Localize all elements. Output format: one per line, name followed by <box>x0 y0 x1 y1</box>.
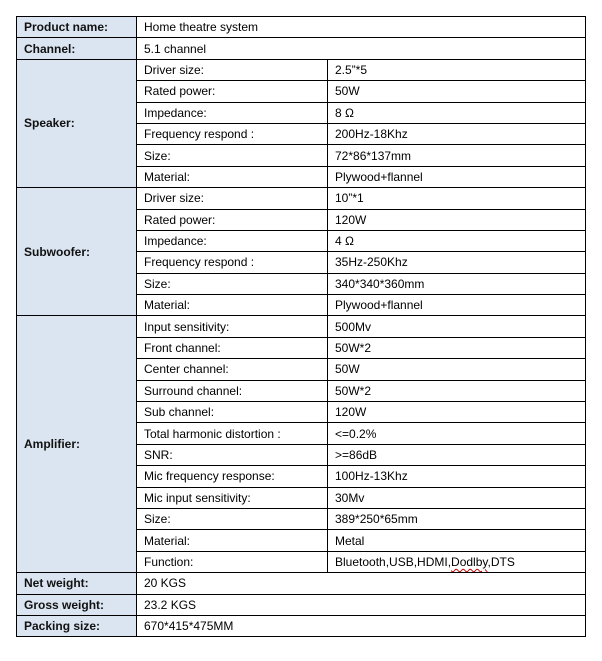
row-packing-size <box>17 615 586 636</box>
amplifier-row <box>17 316 586 337</box>
spec-value: 72*86*137mm <box>328 145 586 166</box>
spec-key: Material: <box>137 166 328 187</box>
spec-key: Material: <box>137 530 328 551</box>
spec-key: Size: <box>137 145 328 166</box>
channel-value: 5.1 channel <box>137 38 586 59</box>
row-gross-weight <box>17 594 586 615</box>
net-weight-value: 20 KGS <box>137 573 586 594</box>
spec-value: 500Mv <box>328 316 586 337</box>
speaker-row <box>17 59 586 80</box>
subwoofer-row <box>17 188 586 209</box>
spec-key: Material: <box>137 295 328 316</box>
spec-value: <=0.2% <box>328 423 586 444</box>
spec-value: Plywood+flannel <box>328 295 586 316</box>
spec-key: SNR: <box>137 444 328 465</box>
speaker-group-label: Speaker: <box>17 59 137 187</box>
spellcheck-underlined-word: Dodlby <box>451 554 488 569</box>
spec-value: 8 Ω <box>328 102 586 123</box>
spec-value: 50W*2 <box>328 337 586 358</box>
spec-value: 50W <box>328 359 586 380</box>
spec-table <box>16 16 586 637</box>
function-value <box>328 551 586 572</box>
product-name-value: Home theatre system <box>137 17 586 38</box>
spec-value: >=86dB <box>328 444 586 465</box>
spec-value: Plywood+flannel <box>328 166 586 187</box>
spec-value: 200Hz-18Khz <box>328 123 586 144</box>
packing-size-label: Packing size: <box>17 615 137 636</box>
spec-key: Rated power: <box>137 81 328 102</box>
spec-value: 120W <box>328 402 586 423</box>
row-product-name <box>17 17 586 38</box>
product-name-label: Product name: <box>17 17 137 38</box>
spec-key: Frequency respond : <box>137 252 328 273</box>
spec-value: 2.5”*5 <box>328 59 586 80</box>
spec-value: 30Mv <box>328 487 586 508</box>
spec-key: Impedance: <box>137 230 328 251</box>
spec-key: Sub channel: <box>137 402 328 423</box>
spec-key: Impedance: <box>137 102 328 123</box>
spec-key: Total harmonic distortion : <box>137 423 328 444</box>
subwoofer-group-label: Subwoofer: <box>17 188 137 316</box>
net-weight-label: Net weight: <box>17 573 137 594</box>
spec-value: 35Hz-250Khz <box>328 252 586 273</box>
spec-value: 50W*2 <box>328 380 586 401</box>
row-net-weight <box>17 573 586 594</box>
spec-key: Driver size: <box>137 188 328 209</box>
spec-value: 389*250*65mm <box>328 508 586 529</box>
spec-value: Metal <box>328 530 586 551</box>
spec-value: 100Hz-13Khz <box>328 466 586 487</box>
spec-key: Frequency respond : <box>137 123 328 144</box>
spec-value: 340*340*360mm <box>328 273 586 294</box>
spec-value: 10”*1 <box>328 188 586 209</box>
row-channel <box>17 38 586 59</box>
spec-value: 4 Ω <box>328 230 586 251</box>
spec-value: 120W <box>328 209 586 230</box>
channel-label: Channel: <box>17 38 137 59</box>
spec-key: Size: <box>137 508 328 529</box>
spec-key: Center channel: <box>137 359 328 380</box>
spec-key: Input sensitivity: <box>137 316 328 337</box>
spec-key: Mic frequency response: <box>137 466 328 487</box>
function-part: Bluetooth,USB,HDMI, <box>335 554 452 569</box>
packing-size-value: 670*415*475MM <box>137 615 586 636</box>
spec-key: Size: <box>137 273 328 294</box>
gross-weight-label: Gross weight: <box>17 594 137 615</box>
spec-key: Rated power: <box>137 209 328 230</box>
spec-key: Driver size: <box>137 59 328 80</box>
spec-key: Function: <box>137 551 328 572</box>
spec-key: Surround channel: <box>137 380 328 401</box>
function-part: ,DTS <box>487 554 515 569</box>
amplifier-group-label: Amplifier: <box>17 316 137 573</box>
spec-value: 50W <box>328 81 586 102</box>
gross-weight-value: 23.2 KGS <box>137 594 586 615</box>
spec-key: Mic input sensitivity: <box>137 487 328 508</box>
spec-key: Front channel: <box>137 337 328 358</box>
